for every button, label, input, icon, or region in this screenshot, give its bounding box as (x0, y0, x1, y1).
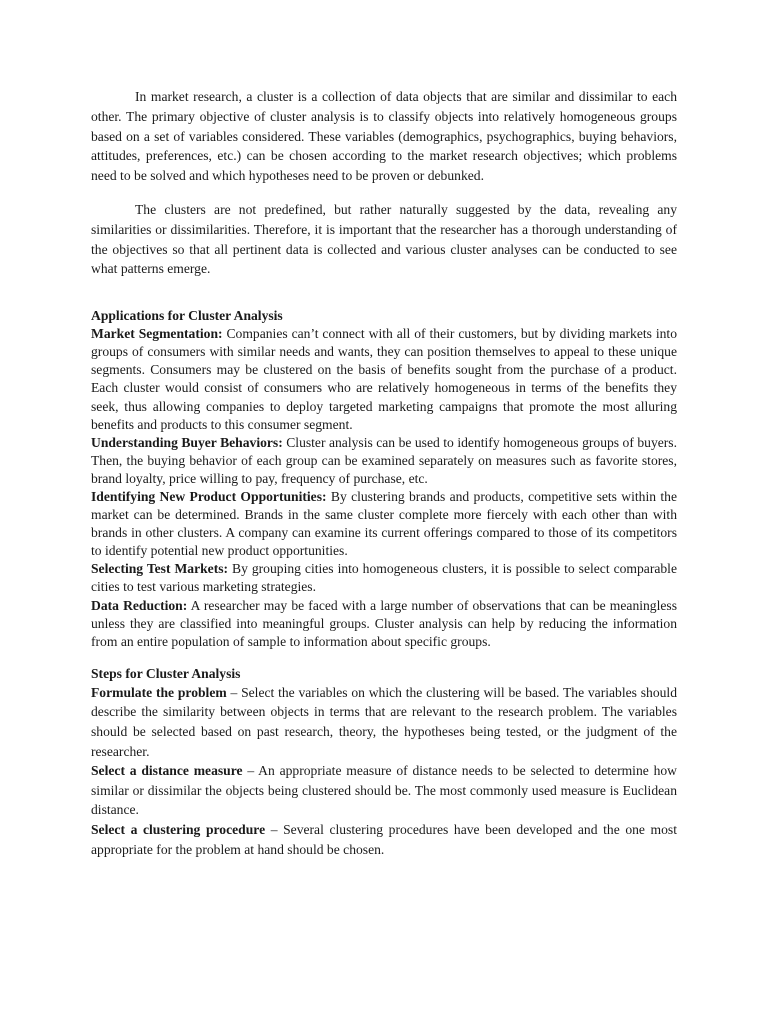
step-distance-measure (91, 761, 677, 820)
application-term: Data Reduction: (91, 597, 188, 613)
step-text: – An appropriate measure of distance needs to be selected to determine how similar or dissimilar the objects being clustered should be. The most commonly used measure is Euclidean distance. (91, 763, 677, 818)
application-text: A researcher may be faced with a large number of observations that can be meaningless unless they are classified into meaningful groups. Cluster analysis can help by reducing the information from an entire population of sample to information about specific groups. (91, 597, 677, 649)
application-text: Companies can’t connect with all of their customers, but by dividing markets into groups of consumers with similar needs and wants, they can position themselves to appeal to these unique segments. Consumers may be clustered on the basis of benefits sought from the purchase of a product. Each cluster would consist of consumers who are relatively homogeneous in terms of the benefits they seek, thus allowing companies to deploy targeted marketing campaigns that promote the most alluring benefits and products to this consumer segment. (91, 326, 678, 432)
step-text: – Select the variables on which the clustering will be based. The variables should describe the similarity between objects in terms that are relevant to the research problem. The variables should be selected based on past research, theory, the hypotheses being tested, or the judgment of the researcher. (91, 684, 677, 759)
steps-section (91, 665, 677, 859)
step-term: Select a distance measure (91, 763, 243, 779)
step-clustering-procedure (91, 820, 677, 859)
application-term: Market Segmentation: (91, 326, 223, 342)
applications-heading: Applications for Cluster Analysis (91, 308, 283, 324)
step-term: Select a clustering procedure (91, 822, 266, 838)
intro-paragraph-2: The clusters are not predefined, but rather naturally suggested by the data, revealing any similarities or dissimilarities. Therefore, it is important that the researcher has a thorough understanding of the objectives so that all pertinent data is collected and various cluster analyses can be conducted to see what patterns emerge. (91, 201, 677, 277)
application-term: Selecting Test Markets: (91, 561, 229, 577)
application-text: By clustering brands and products, competitive sets within the market can be determined. Brands in the same cluster complete more fiercely with each other than with brands in other clusters. A company can examine its current offerings compared to those of its competitors to identify potential new product opportunities. (91, 489, 677, 559)
application-buyer-behaviors (91, 434, 677, 488)
document-page (91, 87, 677, 859)
step-formulate-problem (91, 683, 677, 761)
application-market-segmentation (91, 325, 677, 434)
step-term: Formulate the problem (91, 684, 227, 700)
step-text: – Several clustering procedures have been developed and the one most appropriate for the problem at hand should be chosen. (91, 822, 677, 857)
steps-heading: Steps for Cluster Analysis (91, 665, 241, 681)
application-term: Understanding Buyer Behaviors: (91, 434, 283, 450)
application-test-markets (91, 560, 677, 596)
applications-section (91, 307, 677, 651)
application-text: By grouping cities into homogeneous clusters, it is possible to select comparable cities to test various marketing strategies. (91, 561, 677, 595)
application-data-reduction (91, 597, 677, 651)
application-new-product-opportunities (91, 488, 677, 560)
application-term: Identifying New Product Opportunities: (91, 489, 327, 505)
application-text: Cluster analysis can be used to identify homogeneous groups of buyers. Then, the buying behavior of each group can be examined separately on measures such as favorite stores, brand loyalty, price willing to pay, frequency of purchase, etc. (91, 434, 677, 486)
intro-paragraph-1: In market research, a cluster is a collection of data objects that are similar and dissimilar to each other. The primary objective of cluster analysis is to classify objects into relatively homogeneous groups based on a set of variables considered. These variables (demographics, psychographics, buying behaviors, attitudes, preferences, etc.) can be chosen according to the market research objectives; which problems need to be solved and which hypotheses need to be proven or debunked. (91, 89, 677, 184)
